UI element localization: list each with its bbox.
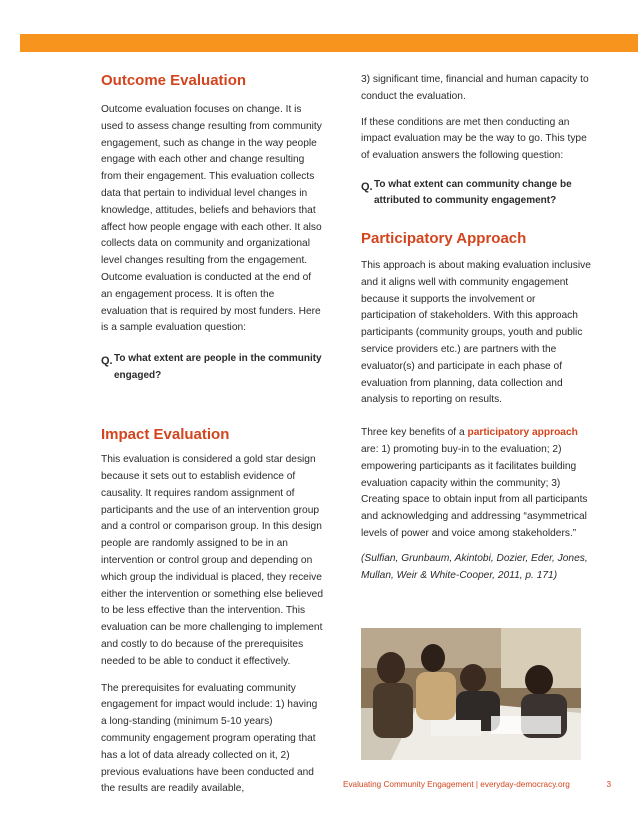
outcome-evaluation-heading: Outcome Evaluation — [101, 72, 247, 89]
impact-question — [361, 177, 591, 210]
question-label: Q. — [101, 355, 113, 368]
left-column — [101, 72, 323, 798]
question-label: Q. — [361, 180, 373, 193]
participatory-approach-highlight: participatory approach — [467, 427, 578, 439]
impact-evaluation-heading: Impact Evaluation — [101, 426, 230, 444]
outcome-question-text: To what extent are people in the community engaged? — [114, 353, 322, 381]
citation: (Sulfian, Grunbaum, Akintobi, Dozier, Eder, Jones, Mullan, Weir & White-Cooper, 2011, p. 171) — [361, 552, 588, 581]
impact-conditions-text: If these conditions are met then conducting an impact evaluation may be the way to go. This type of evaluation answers the following question: — [361, 116, 587, 162]
impact-prerequisites-text: The prerequisites for evaluating community engagement for impact would include: 1) having a long-standing (minimum 5-10 years) community engagement program operating that has a lot of data already collected on it, 2) previous evaluations have been conducted and the results are readily available, — [101, 682, 318, 795]
impact-question-text: To what extent can community change be attributed to community engagement? — [374, 178, 572, 207]
page-footer — [343, 780, 611, 789]
impact-prerequisites-continued: 3) significant time, financial and human capacity to conduct the evaluation. — [361, 74, 589, 102]
impact-evaluation-text: This evaluation is considered a gold star design because it sets out to establish evidence of causality. It requires random assignment of participants and the use of an intervention group and a control or comparison group. In this design people are randomly assigned to be in an intervention or control group and depending on which group the individual is placed, they receive either the intervention or something else believed to be less effective than the intervention. This evaluation can be more challenging to implement and costly to do because of the prerequisites needed to be able to conduct it effectively. — [101, 454, 323, 667]
workshop-photo-illustration — [361, 628, 581, 760]
participatory-benefits-text: Three key benefits of a participatory approach are: 1) promoting buy-in to the evaluation; 2) empowering participants as it facilitates building evaluation capacity within the community; 3) Creating space to obtain input from all participants and acknowledging and addressing “asymmetrical levels of power and voice among stakeholders.” — [361, 427, 588, 539]
page-number: 3 — [606, 780, 611, 789]
header-accent-bar — [20, 34, 638, 52]
workshop-photo — [361, 628, 581, 760]
outcome-evaluation-text: Outcome evaluation focuses on change. It is used to assess change resulting from community engagement, such as change in the way people engage with each other and change resulting from their engagement. This evaluation collects data that pertain to individual level changes in knowledge, attitudes, beliefs and behaviors that affect how people engage with each other. It also collects data on community and organizational level changes resulting from the engagement. Outcome evaluation is conducted at the end of an engagement process. It is often the evaluation that is required by most funders. Here is a sample evaluation question: — [101, 104, 322, 334]
participatory-approach-text: This approach is about making evaluation inclusive and it aligns well with community engagement because it supports the involvement or participation of stakeholders. With this approach participants (community groups, youth and public service providers etc.) are partners with the evaluator(s) and participate in each phase of evaluation from planning, data collection and analysis to reporting on results. — [361, 259, 591, 406]
footer-text: Evaluating Community Engagement | everyday-democracy.org — [343, 780, 570, 789]
right-column — [361, 72, 591, 584]
outcome-question — [101, 351, 323, 384]
participatory-approach-heading: Participatory Approach — [361, 229, 527, 247]
